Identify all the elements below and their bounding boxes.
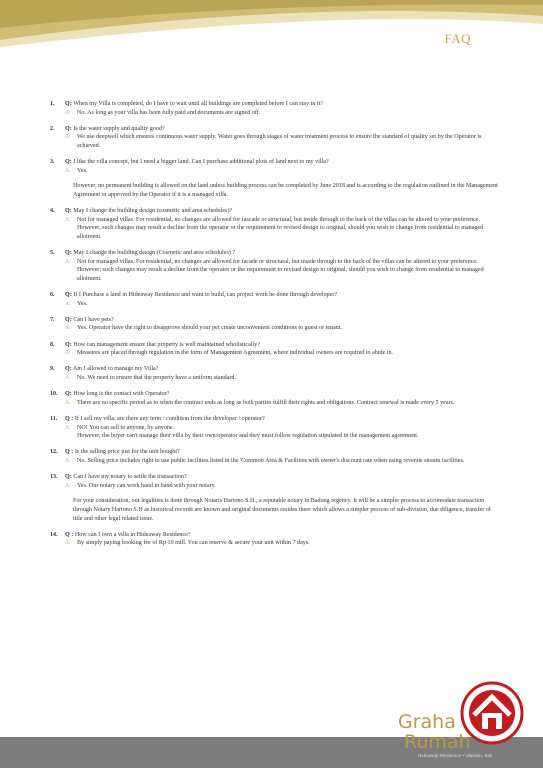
question-text: May I change the building design (cosmetic and area schedules)? bbox=[73, 208, 233, 215]
answer-note: For your consideration, our legalities is done through Notaris Hartono S.H., a reputable notary in Badung regency. It will be a simpler process to accomodate transaction through Notary Hartono S.H as historical records are known and original documents resides there which allows a simpler process of sub-division, due diligence, transfer of title and other legal related issue. bbox=[73, 498, 491, 522]
faq-answer bbox=[65, 167, 500, 176]
faq-question bbox=[65, 249, 500, 258]
faq-question bbox=[65, 390, 500, 399]
logo-text-graha: Graha bbox=[398, 711, 456, 733]
faq-answer bbox=[65, 539, 500, 548]
faq-answer bbox=[65, 349, 500, 358]
faq-item bbox=[50, 365, 500, 382]
answer-label: A: bbox=[65, 134, 71, 141]
answer-label: A: bbox=[65, 424, 71, 431]
faq-number: 3. bbox=[50, 159, 55, 166]
faq-question bbox=[65, 531, 500, 540]
faq-question bbox=[65, 125, 500, 134]
question-label: Q: bbox=[65, 391, 72, 398]
question-text: Am I allowed to manage my Villa? bbox=[72, 366, 159, 373]
question-text: I like the villa concept, but I need a bigger land. Can I purchase additional plots of land next to my villa? bbox=[73, 159, 329, 166]
question-text: How long is the contact with Operator? bbox=[73, 391, 170, 398]
faq-answer bbox=[65, 424, 500, 433]
answer-text: No. As long as your villa has been fully paid and documents are signed off. bbox=[77, 109, 261, 116]
faq-number: 12. bbox=[50, 449, 58, 456]
answer-text: Yes. Our notary can work hand in hand with your notary. bbox=[77, 482, 216, 489]
faq-number: 2. bbox=[50, 125, 55, 132]
faq-question bbox=[65, 341, 500, 350]
faq-question bbox=[65, 365, 500, 374]
answer-label: A: bbox=[65, 540, 71, 547]
footer-tagline: Hideaway Residence • Uluwatu, Bali bbox=[418, 753, 493, 758]
faq-answer bbox=[65, 482, 500, 491]
faq-answer bbox=[65, 374, 500, 383]
answer-label: A: bbox=[65, 325, 71, 332]
question-label: Q: bbox=[65, 250, 72, 257]
answer-continuation: However, the buyer can't manage their villa by their own/operator and they must follow regulation stipulated in the management agreement. bbox=[77, 433, 419, 440]
faq-item bbox=[50, 531, 500, 548]
faq-item bbox=[50, 100, 500, 117]
question-text: When my Villa is completed, do I have to wait until all buildings are completed before I can stay in it? bbox=[73, 101, 324, 107]
faq-answer bbox=[65, 258, 500, 284]
faq-answer bbox=[65, 216, 500, 242]
faq-question bbox=[65, 415, 500, 424]
answer-label: A: bbox=[65, 300, 71, 307]
logo-text-rumah: Rumah bbox=[404, 731, 471, 753]
answer-text: No. We need to ensure that the property have a uniform standard. bbox=[77, 375, 236, 381]
faq-item bbox=[50, 415, 500, 441]
faq-number: 5. bbox=[50, 250, 55, 257]
faq-item bbox=[50, 448, 500, 465]
question-text: If I Purchase a land in Hideaway Residence and want to build, can project work be done through developer? bbox=[73, 292, 338, 299]
question-text: Is the selling price just for the unit bought? bbox=[74, 449, 180, 456]
answer-text: NO! You can sell to anyone, by anyone. bbox=[77, 424, 175, 431]
question-text: Can I have my notary to settle the transaction? bbox=[73, 474, 187, 481]
faq-answer bbox=[65, 109, 500, 118]
faq-answer bbox=[65, 399, 500, 408]
faq-item bbox=[50, 473, 500, 523]
answer-label: A: bbox=[65, 109, 71, 116]
question-text: May I change the building design (Cosmetic and area schedules) ? bbox=[73, 250, 236, 257]
faq-item bbox=[50, 341, 500, 358]
question-label: Q : bbox=[65, 449, 74, 456]
answer-label: A: bbox=[65, 399, 71, 406]
page-title: FAQ bbox=[444, 31, 471, 46]
question-label: Q: bbox=[65, 474, 72, 481]
faq-question bbox=[65, 207, 500, 216]
question-label: Q: bbox=[65, 341, 72, 348]
faq-number: 8. bbox=[50, 341, 55, 348]
answer-label: A: bbox=[65, 258, 71, 265]
question-label: Q: bbox=[65, 316, 72, 323]
question-text: Can I have pets? bbox=[73, 316, 114, 323]
faq-number: 14. bbox=[50, 531, 58, 538]
faq-answer bbox=[65, 457, 500, 466]
question-text: How can management ensure that property is well maintained wholistically? bbox=[73, 341, 260, 348]
answer-text: There are no specific period as to when the contract ends as long as both parties fulfill their rights and obligations. Contract renewal is made every 5 years. bbox=[77, 399, 455, 406]
answer-text: Not for managed villas. For residential, no changes are allowed for facade or structural, but inside through to the back of the villas can be altered to your preference. However; such changes may result a decline from the operator or the requirement to revised design to original, should you wish to change from residential to managed allotment. bbox=[77, 258, 484, 282]
answer-text: Not for managed villas. For residential, no changes are allowed for fascade or structural, but inside through to the back of the villas can be altered to your preference. However, such changes may result a decline from the operator or the requirement to revised design to original, should you wish to change from residential to managed allotment. bbox=[77, 216, 484, 240]
question-text: If I sell my villa, are there any term / condition from the developer / operator? bbox=[74, 415, 265, 422]
answer-text: Yes. bbox=[77, 167, 88, 174]
question-label: Q : bbox=[65, 531, 74, 538]
faq-number: 7. bbox=[50, 316, 55, 323]
faq-number: 1. bbox=[50, 101, 55, 107]
question-label: Q: bbox=[65, 292, 72, 299]
answer-label: A: bbox=[65, 457, 71, 464]
question-text: Is the water supply and quality good? bbox=[73, 125, 165, 132]
faq-question bbox=[65, 158, 500, 167]
faq-answer bbox=[65, 324, 500, 333]
question-label: Q: bbox=[65, 159, 72, 166]
faq-answer bbox=[65, 133, 500, 150]
faq-number: 6. bbox=[50, 292, 55, 299]
faq-list bbox=[50, 100, 500, 555]
answer-text: Yes. Operator have the right to disapprove should your pet create unconvenient conditions to guest or tenant. bbox=[77, 325, 343, 332]
answer-note: However, no permanent building is allowed on the land unless building process can be completed by June 2018 and is according to the regulation outlined in the Management Agreement or approved by the Operator if it is a managed villa. bbox=[73, 183, 498, 198]
faq-item bbox=[50, 390, 500, 407]
question-label: Q: bbox=[65, 125, 72, 132]
faq-item bbox=[50, 125, 500, 151]
answer-text: Measures are placed through regulation in the form of Management Agreement, where individual owners are required to abide in. bbox=[77, 350, 394, 357]
faq-answer bbox=[65, 300, 500, 309]
faq-item bbox=[50, 249, 500, 283]
question-label: Q : bbox=[65, 415, 74, 422]
answer-text: No. Selling price includes right to use public facilities listed in the 'Common Area & Facilities with owner's discount rate when using revenue stream facilities. bbox=[77, 457, 465, 464]
faq-number: 10. bbox=[50, 391, 58, 398]
faq-question bbox=[65, 100, 500, 109]
faq-question bbox=[65, 473, 500, 482]
faq-number: 11. bbox=[50, 415, 58, 422]
answer-label: A: bbox=[65, 167, 71, 174]
faq-item bbox=[50, 291, 500, 308]
question-label: Q: bbox=[65, 101, 72, 107]
faq-item bbox=[50, 158, 500, 199]
question-label: Q: bbox=[65, 208, 72, 215]
faq-number: 4. bbox=[50, 208, 55, 215]
faq-question bbox=[65, 316, 500, 325]
question-label: Q: bbox=[65, 366, 72, 373]
faq-item bbox=[50, 316, 500, 333]
answer-label: A: bbox=[65, 350, 71, 357]
answer-text: Yes. bbox=[77, 300, 88, 307]
answer-label: A: bbox=[65, 216, 71, 223]
answer-text: By simply paying booking fee of Rp 10 mill. You can reserve & secure your unit within 7 days. bbox=[77, 540, 310, 547]
answer-label: A: bbox=[65, 482, 71, 489]
faq-item bbox=[50, 207, 500, 241]
answer-text: We use deepwell which ensures continuous water supply. Water goes through stages of water treatment process to ensure the standard of quality set by the Operator is achieved. bbox=[77, 134, 482, 149]
question-text: How can I own a villa in Hideaway Residence? bbox=[74, 531, 191, 538]
faq-number: 9. bbox=[50, 366, 55, 373]
faq-question bbox=[65, 448, 500, 457]
answer-label: A: bbox=[65, 375, 71, 381]
faq-number: 13. bbox=[50, 474, 58, 481]
faq-question bbox=[65, 291, 500, 300]
